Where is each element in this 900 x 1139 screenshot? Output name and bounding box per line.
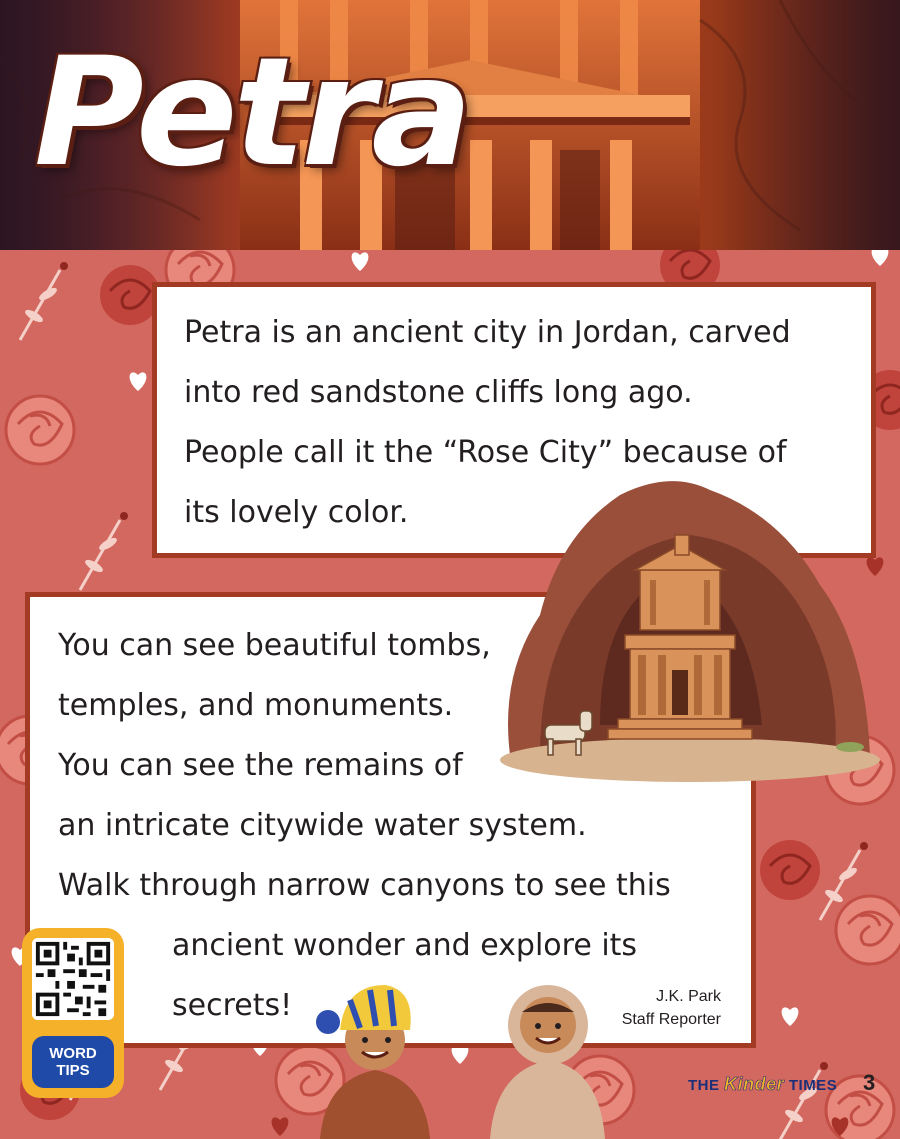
hero-photo [0,0,900,250]
word-tips-label[interactable] [32,1036,114,1088]
brand-prefix: THE [688,1077,720,1094]
kids-illustration [300,960,610,1139]
word-tips-badge[interactable] [22,928,124,1098]
body-line: You can see beautiful tombs, [58,628,491,663]
body-line: secrets! [172,988,293,1023]
body-line: You can see the remains of [58,748,463,783]
petra-treasury-illustration [500,475,880,785]
qr-code-icon[interactable] [32,938,114,1020]
brand-middle: Kinder [724,1074,785,1094]
byline-role: Staff Reporter [621,1011,721,1028]
intro-line: People call it the “Rose City” because of [184,435,787,470]
intro-line: into red sandstone cliffs long ago. [184,375,693,410]
body-line: ancient wonder and explore its [172,928,638,963]
byline-author: J.K. Park [656,988,721,1005]
byline [622,985,721,1031]
body-line: temples, and monuments. [58,688,454,723]
word-tips-line1: WORD [49,1045,97,1062]
brand-logo [688,1074,837,1095]
brand-suffix: TIMES [788,1077,838,1094]
page-title: Petra [34,26,469,200]
girl-in-parka [490,985,605,1139]
intro-line: Petra is an ancient city in Jordan, carved [184,315,791,350]
word-tips-line2: TIPS [56,1062,90,1079]
boy-with-beanie [316,985,430,1139]
intro-line: its lovely color. [184,495,409,530]
body-line: Walk through narrow canyons to see this [58,868,671,903]
body-line: an intricate citywide water system. [58,808,587,843]
page-number: 3 [863,1070,876,1095]
